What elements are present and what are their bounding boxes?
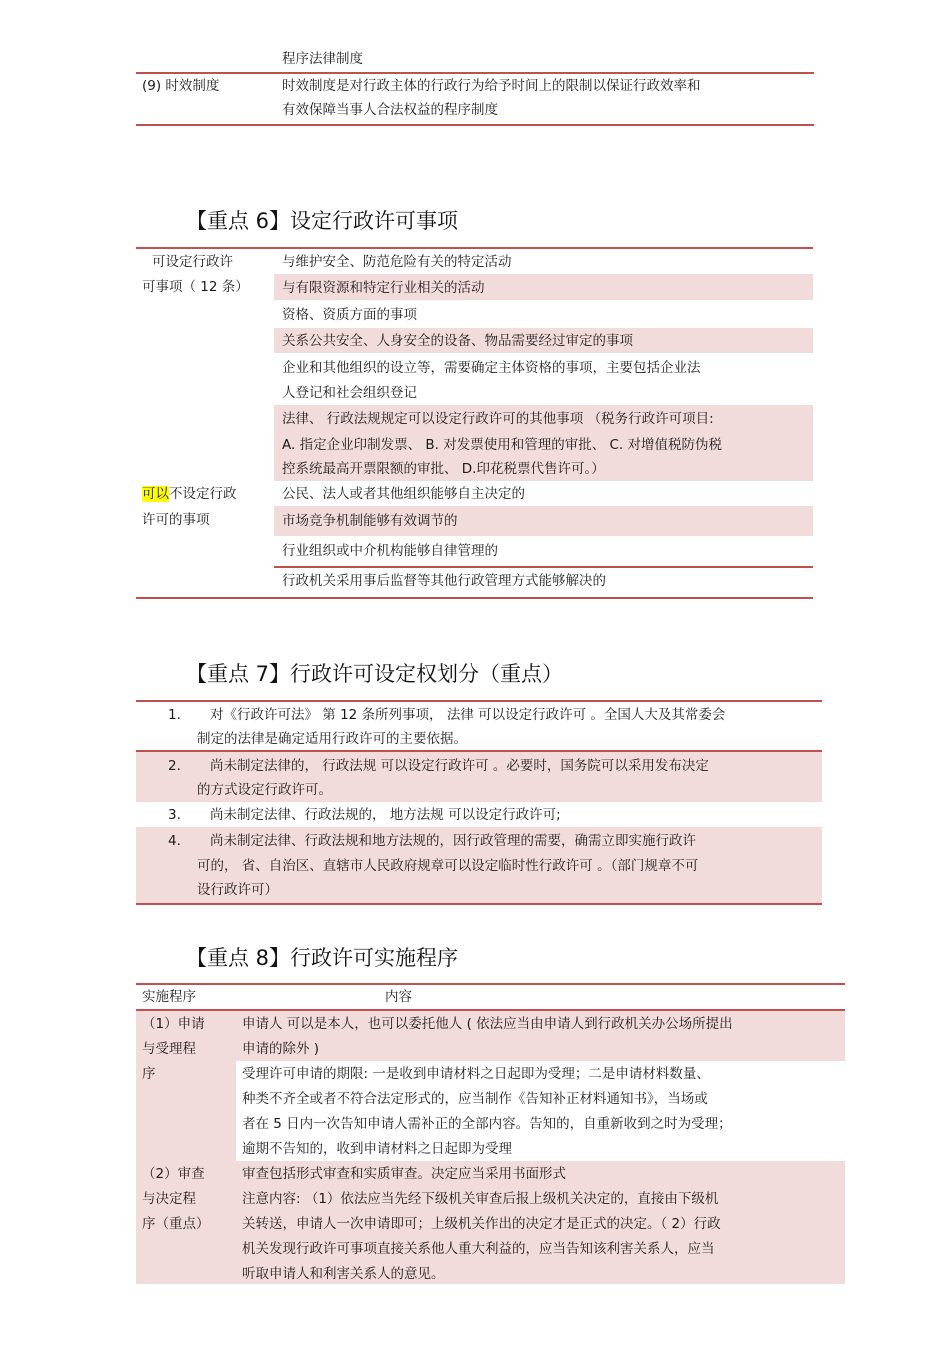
label-can-set: 可事项（ 12 条） <box>142 279 249 295</box>
item-text: 的方式设定行政许可。 <box>197 782 332 798</box>
cell-text: 听取申请人和利害关系人的意见。 <box>242 1266 445 1282</box>
row-label: 与受理程 <box>142 1041 196 1057</box>
row-label: （1）申请 <box>142 1016 205 1032</box>
cell-text: 逾期不告知的，收到申请材料之日起即为受理 <box>242 1141 512 1157</box>
row-label: （2）审查 <box>142 1166 205 1182</box>
table-top-border <box>136 700 822 702</box>
cell-text: 审查包括形式审查和实质审查。决定应当采用书面形式 <box>242 1166 566 1182</box>
section-heading: 【重点 6】设定行政许可事项 <box>186 209 459 233</box>
list-item: 资格、资质方面的事项 <box>282 307 417 323</box>
list-item: 行业组织或中介机构能够自律管理的 <box>282 543 498 559</box>
list-item: 企业和其他组织的设立等，需要确定主体资格的事项，主要包括企业法 <box>282 360 701 376</box>
table-bottom-border <box>136 597 813 599</box>
table-cell-text: 程序法律制度 <box>282 51 363 67</box>
cell-text: 申请人 可以是本人，也可以委托他人 ( 依法应当由申请人到行政机关办公场所提出 <box>242 1016 733 1032</box>
section-heading: 【重点 7】行政许可设定权划分（重点） <box>186 662 564 686</box>
list-item: 人登记和社会组织登记 <box>282 385 417 401</box>
list-item: 关系公共安全、人身安全的设备、物品需要经过审定的事项 <box>282 333 633 349</box>
label-cannot-set: 许可的事项 <box>142 512 210 528</box>
label-cannot-set: 可以不设定行政 <box>142 486 237 502</box>
cell-text: 受理许可申请的期限: 一是收到申请材料之日起即为受理；二是申请材料数量、 <box>242 1066 710 1082</box>
section-heading: 【重点 8】行政许可实施程序 <box>186 946 459 970</box>
cell-text: 申请的除外 ) <box>242 1041 320 1057</box>
cell-text: 者在 5 日内一次告知申请人需补正的全部内容。告知的，自重新收到之时为受理； <box>242 1116 732 1132</box>
item-text: 可的， 省、自治区、直辖市人民政府规章可以设定临时性行政许可 。（部门规章不可 <box>197 858 699 874</box>
cell-text: 机关发现行政许可事项直接关系他人重大利益的，应当告知该利害关系人，应当 <box>242 1241 715 1257</box>
item-text: 尚未制定法律、行政法规和地方法规的，因行政管理的需要，确需立即实施行政许 <box>210 833 696 849</box>
list-item: 控系统最高开票限额的审批、 D.印花税票代售许可。） <box>282 461 605 477</box>
item-number: 3. <box>168 807 181 823</box>
table-divider <box>136 1009 845 1011</box>
list-item: 市场竞争机制能够有效调节的 <box>282 513 458 529</box>
table-bottom-border <box>136 903 822 905</box>
column-header: 实施程序 <box>142 989 196 1005</box>
column-header: 内容 <box>385 989 412 1005</box>
row-label: 序（重点） <box>142 1216 210 1232</box>
item-number: 2. <box>168 758 181 774</box>
item-text: 制定的法律是确定适用行政许可的主要依据。 <box>197 731 467 747</box>
table-top-border <box>136 247 813 249</box>
item-text: 尚未制定法律的， 行政法规 可以设定行政许可 。必要时，国务院可以采用发布决定 <box>210 758 709 774</box>
table-bottom-border <box>136 124 814 126</box>
table-row-label: (9) 时效制度 <box>142 78 220 94</box>
table-divider <box>136 750 822 752</box>
list-item: A. 指定企业印制发票、 B. 对发票使用和管理的审批、 C. 对增值税防伪税 <box>282 437 723 453</box>
list-item: 与维护安全、防范危险有关的特定活动 <box>282 254 512 270</box>
table-cell-text: 有效保障当事人合法权益的程序制度 <box>282 102 498 118</box>
label-can-set: 可设定行政许 <box>152 254 233 270</box>
row-label: 与决定程 <box>142 1191 196 1207</box>
item-number: 4. <box>168 833 181 849</box>
cell-text: 关转送，申请人一次申请即可；上级机关作出的决定才是正式的决定。（ 2）行政 <box>242 1216 721 1232</box>
table-top-border <box>136 983 845 985</box>
table-divider <box>136 72 814 74</box>
item-text: 尚未制定法律、行政法规的， 地方法规 可以设定行政许可; <box>210 807 561 823</box>
item-number: 1. <box>168 707 181 723</box>
list-item: 行政机关采用事后监督等其他行政管理方式能够解决的 <box>282 573 606 589</box>
highlight-text: 可以 <box>142 486 169 502</box>
list-item: 法律、 行政法规规定可以设定行政许可的其他事项 （税务行政许可项目: <box>282 411 714 427</box>
list-item: 公民、法人或者其他组织能够自主决定的 <box>282 486 525 502</box>
table-divider <box>274 566 813 568</box>
list-item: 与有限资源和特定行业相关的活动 <box>282 280 485 296</box>
cell-text: 种类不齐全或者不符合法定形式的，应当制作《告知补正材料通知书》，当场或 <box>242 1091 708 1107</box>
row-label: 序 <box>142 1066 156 1082</box>
item-text: 对《行政许可法》 第 12 条所列事项， 法律 可以设定行政许可 。全国人大及其常委会 <box>210 707 726 723</box>
cell-text: 注意内容: （1）依法应当先经下级机关审查后报上级机关决定的，直接由下级机 <box>242 1191 719 1207</box>
table-cell-text: 时效制度是对行政主体的行政行为给予时间上的限制以保证行政效率和 <box>282 78 701 94</box>
item-text: 设行政许可） <box>197 882 278 898</box>
